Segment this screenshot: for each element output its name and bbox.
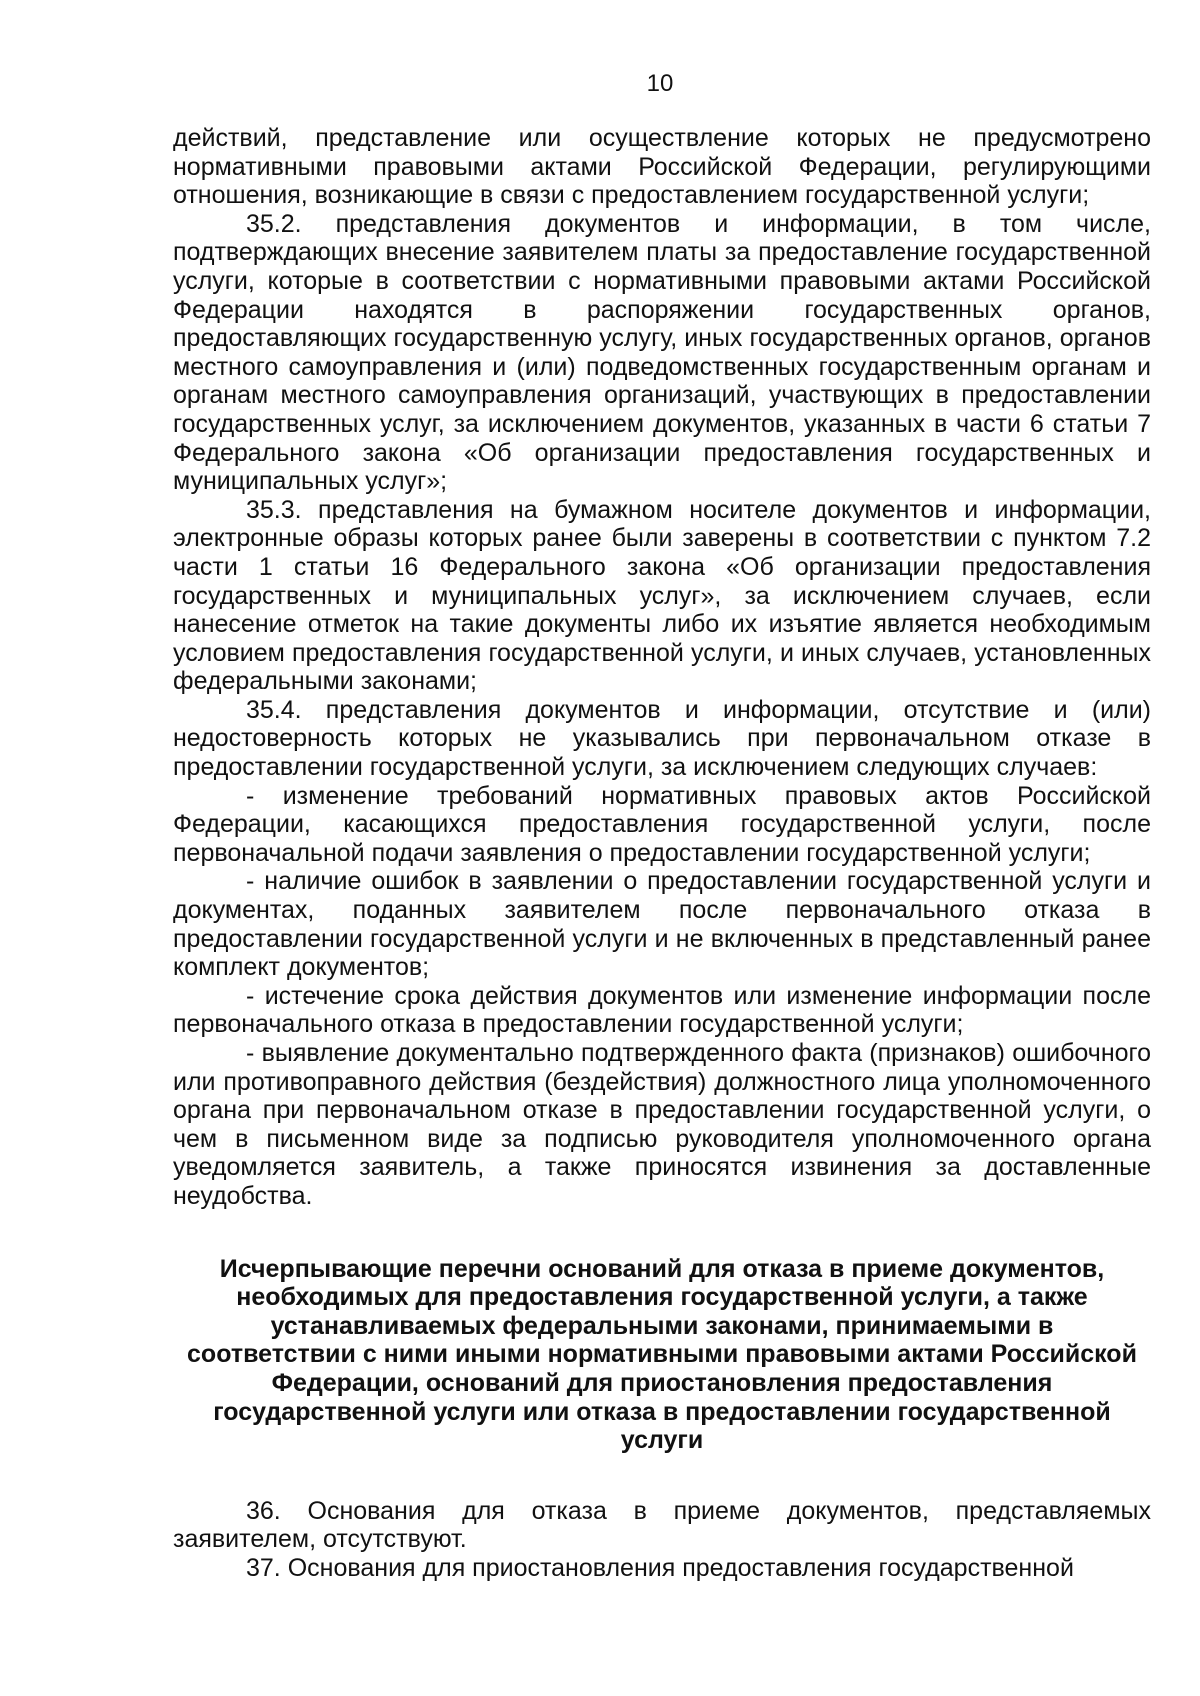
document-body	[173, 124, 1151, 1583]
section-heading: Исчерпывающие перечни оснований для отказа в приеме документов, необходимых для предоставления государственной услуги, а также устанавливаемых федеральными законами, принимаемыми в соответствии с ними иными нормативными правовыми актами Российской Федерации, оснований для приостановления предоставления государственной услуги или отказа в предоставлении государственной услуги	[187, 1254, 1137, 1455]
list-item-errors: - наличие ошибок в заявлении о предоставлении государственной услуги и документах, поданных заявителем после первоначального отказа в предоставлении государственной услуги и не включенных в представленный ранее комплект документов;	[173, 867, 1151, 982]
paragraph-35-3: 35.3. представления на бумажном носителе документов и информации, электронные образы которых ранее были заверены в соответствии с пунктом 7.2 части 1 статьи 16 Федерального закона «Об организации предоставления государственных и муниципальных услуг», за исключением случаев, если нанесение отметок на такие документы либо их изъятие является необходимым условием предоставления государственной услуги, и иных случаев, установленных федеральными законами;	[173, 495, 1151, 696]
paragraph-37: 37. Основания для приостановления предоставления государственной	[246, 1553, 1074, 1582]
paragraph-35-2: 35.2. представления документов и информации, в том числе, подтверждающих внесение заявителем платы за предоставление государственной услуги, которые в соответствии с нормативными правовыми актами Российской Федерации находятся в распоряжении государственных органов, предоставляющих государственную услугу, иных государственных органов, органов местного самоуправления и (или) подведомственных государственным органам и органам местного самоуправления организаций, участвующих в предоставлении государственных услуг, за исключением документов, указанных в части 6 статьи 7 Федерального закона «Об организации предоставления государственных и муниципальных услуг»;	[173, 209, 1151, 496]
list-item-official-error: - выявление документально подтвержденного факта (признаков) ошибочного или противоправного действия (бездействия) должностного лица уполномоченного органа при первоначальном отказе в предоставлении государственной услуги, о чем в письменном виде за подписью руководителя уполномоченного органа уведомляется заявитель, а также приносятся извинения за доставленные неудобства.	[173, 1039, 1151, 1210]
list-item-expiration: - истечение срока действия документов или изменение информации после первоначального отказа в предоставлении государственной услуги;	[173, 981, 1151, 1039]
paragraph-36: 36. Основания для отказа в приеме документов, представляемых заявителем, отсутствуют.	[173, 1496, 1151, 1554]
paragraph-35-4: 35.4. представления документов и информации, отсутствие и (или) недостоверность которых не указывались при первоначальном отказе в предоставлении государственной услуги, за исключением следующих случаев:	[173, 695, 1151, 782]
list-item-requirements-change: - изменение требований нормативных правовых актов Российской Федерации, касающихся предоставления государственной услуги, после первоначальной подачи заявления о предоставлении государственной услуги;	[173, 781, 1151, 867]
paragraph-continuation: действий, представление или осуществление которых не предусмотрено нормативными правовыми актами Российской Федерации, регулирующими отношения, возникающие в связи с предоставлением государственной услуги;	[173, 124, 1151, 210]
page-number: 10	[646, 70, 674, 97]
